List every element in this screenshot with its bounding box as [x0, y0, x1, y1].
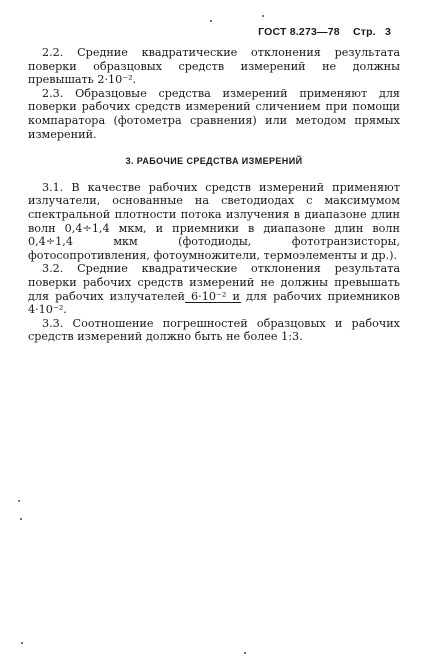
document-body [28, 46, 400, 344]
paragraph-3-2: 3.2. Средние квадратические отклонения результата поверки рабочих средств измерений не должны превышать для рабочих излучателей 6·10⁻² и для рабочих приемников 4·10⁻². [28, 262, 400, 317]
scan-speck [18, 500, 20, 502]
section-title: 3. РАБОЧИЕ СРЕДСТВА ИЗМЕРЕНИЙ [125, 156, 303, 167]
paragraph-3-1: 3.1. В качестве рабочих средств измерений применяют излучатели, основанные на светодиодах с максимумом спектральной плотности потока излучения в диапазоне длин волн 0,4÷1,4 мкм, и приемники в диапазоне длин волн 0,4÷1,4 мкм (фотодиоды, фототранзисторы, фотосопротивления, фотоумножители, термоэлементы и др.). [28, 180, 400, 262]
paragraph-2-2: 2.2. Средние квадратические отклонения результата поверки образцовых средств измерений не должны превышать 2·10⁻². [28, 46, 400, 87]
scan-speck [262, 15, 264, 17]
scan-speck [20, 518, 22, 520]
paragraph-3-3: 3.3. Соотношение погрешностей образцовых и рабочих средств измерений должно быть не более 1:3. [28, 316, 400, 344]
page-number: 3 [384, 26, 391, 38]
scan-speck [21, 642, 23, 644]
scan-speck [244, 652, 246, 654]
scan-speck [210, 20, 212, 22]
end-divider [185, 302, 241, 303]
standard-number: ГОСТ 8.273—78 [258, 26, 340, 38]
page-header [258, 26, 391, 38]
paragraph-2-3: 2.3. Образцовые средства измерений применяют для поверки рабочих средств измерений сличением при помощи компаратора (фотометра сравнения) или методом прямых измерений. [28, 86, 400, 141]
page-label: Стр. [352, 26, 376, 38]
